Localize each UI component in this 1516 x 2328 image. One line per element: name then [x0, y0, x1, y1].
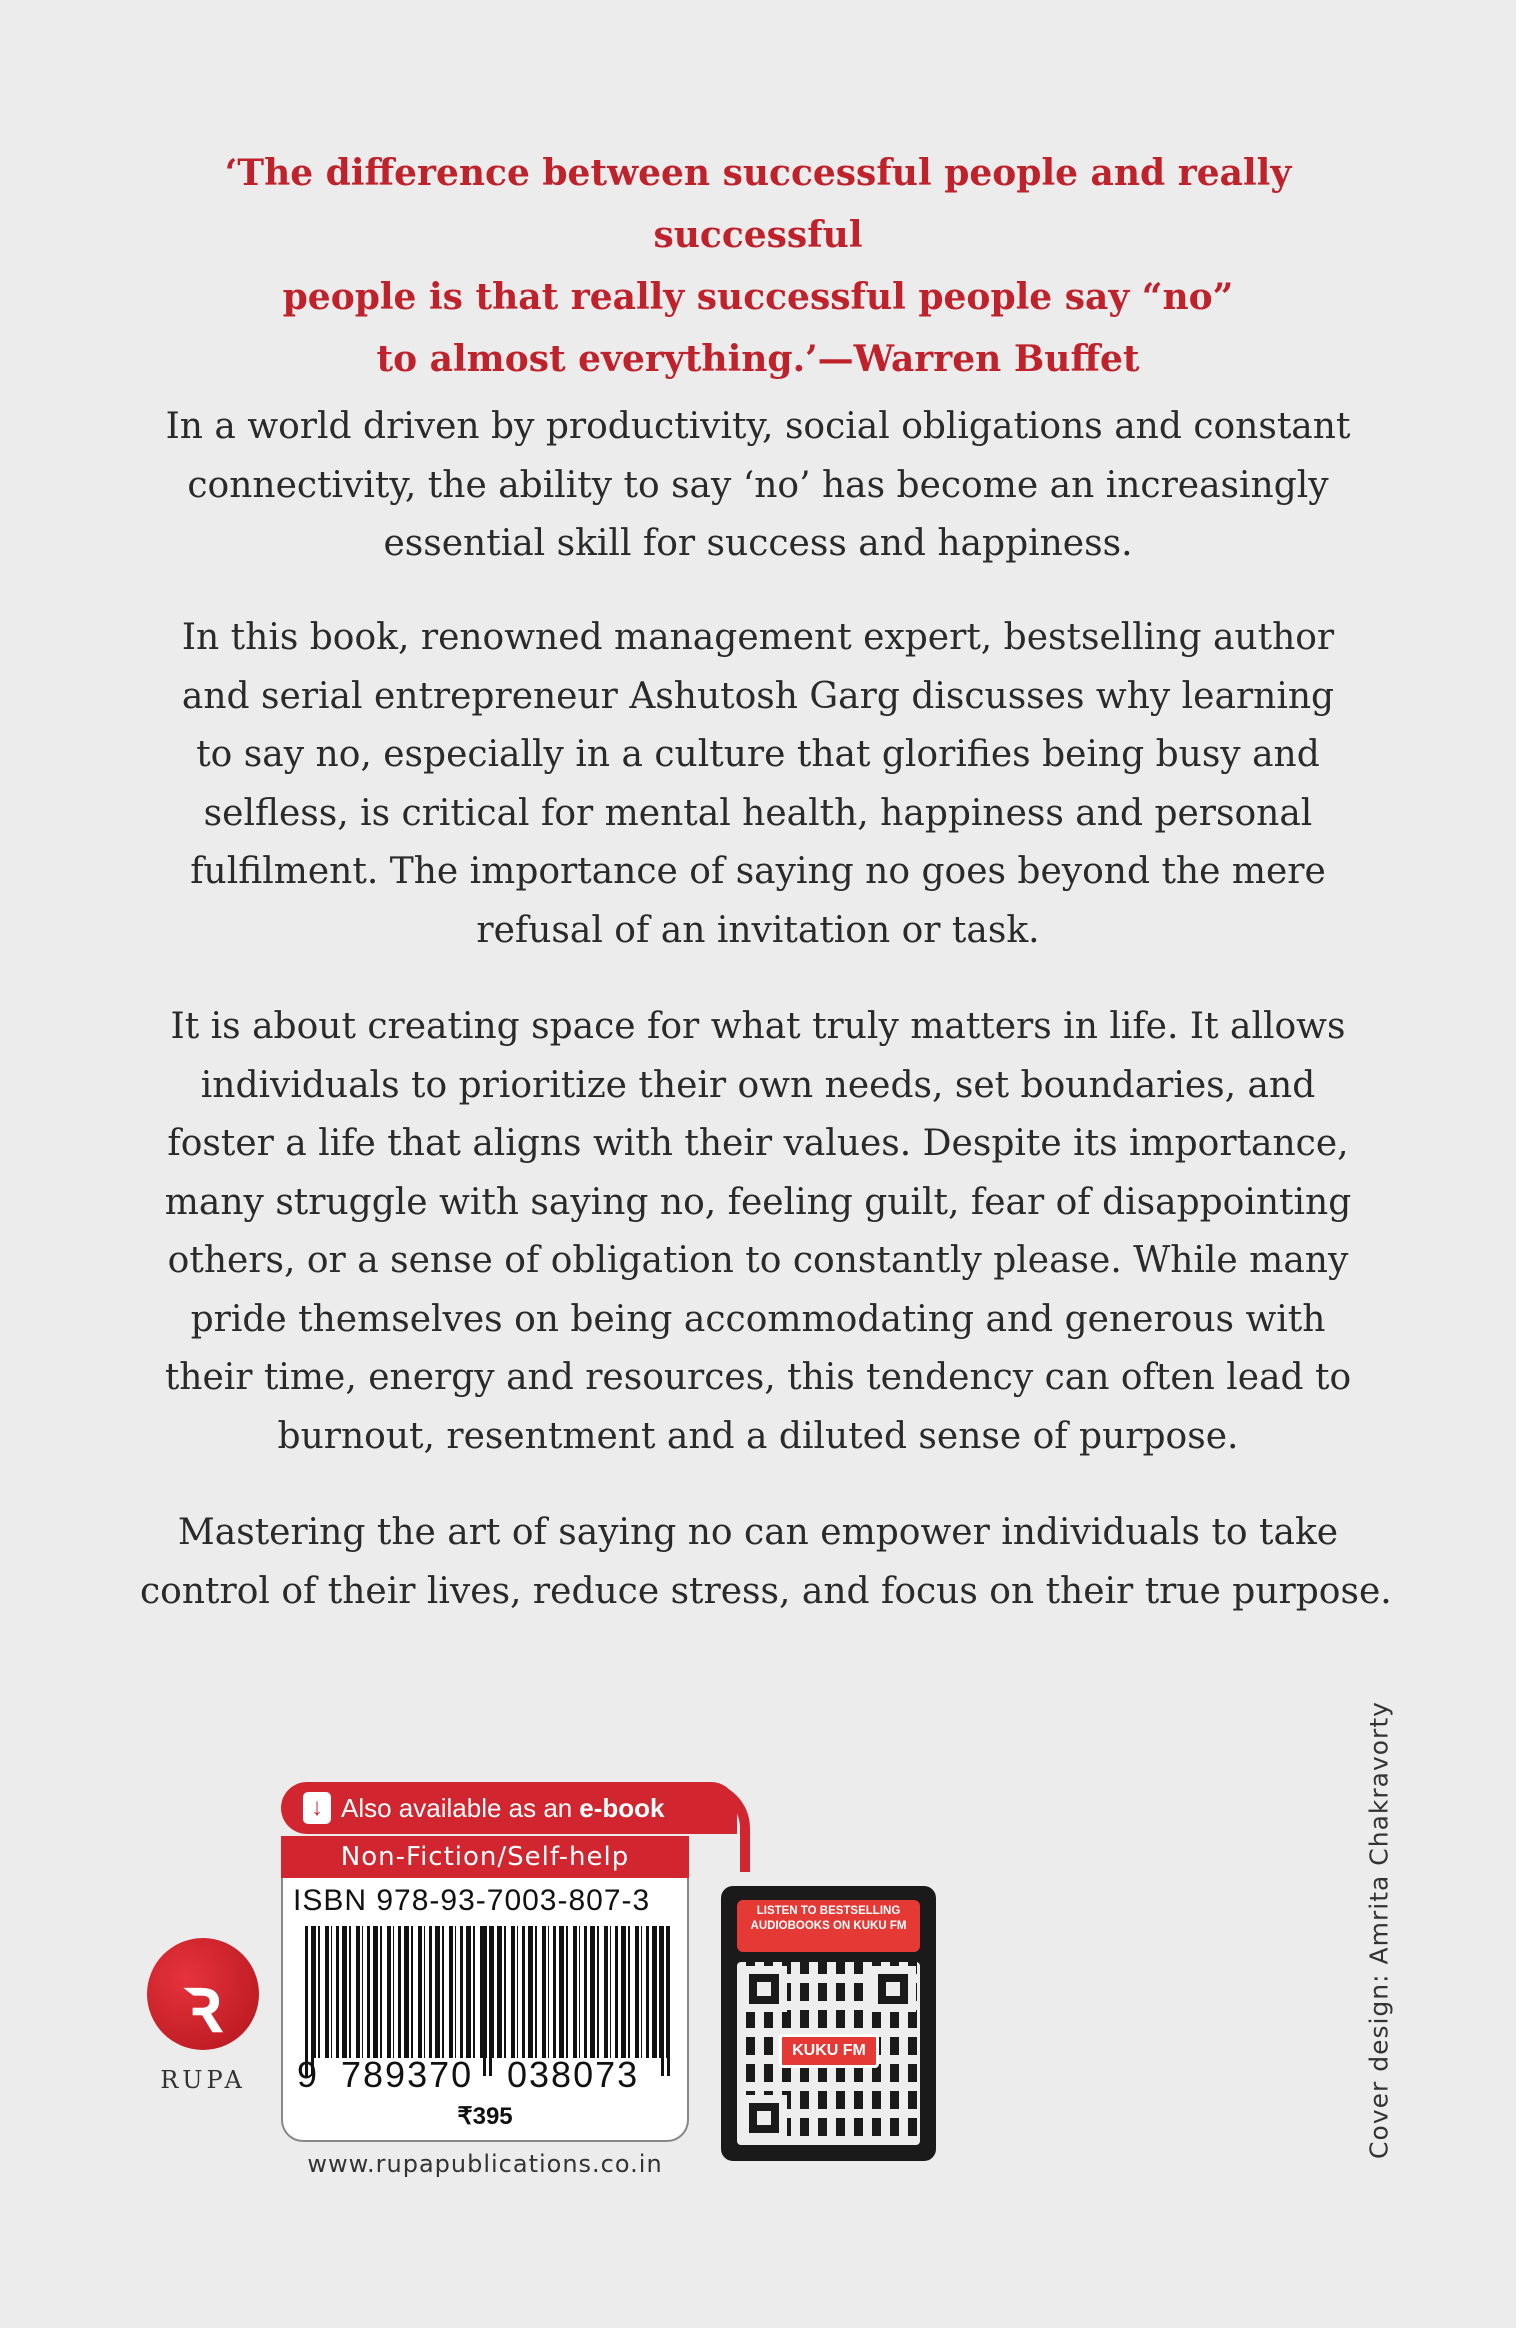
ean-first-digit: 9	[297, 2054, 318, 2095]
ebook-availability-tab	[281, 1782, 737, 1834]
barcode-icon	[305, 1926, 667, 2058]
back-cover-quote	[120, 142, 1396, 390]
rupa-logo-icon: ꝛ	[147, 1938, 259, 2050]
barcode-guard-center	[483, 1926, 486, 2076]
blurb-line: others, or a sense of obligation to constantly please. While many	[167, 1240, 1349, 1281]
quote-line: to almost everything.’—Warren Buffet	[376, 338, 1140, 380]
barcode-guard-right	[661, 1926, 664, 2076]
kuku-fm-badge: KUKU FM	[779, 2034, 879, 2068]
ean-left-digits: 789370	[341, 2054, 474, 2095]
publisher-logo	[144, 1938, 262, 2094]
kuku-fm-header: LISTEN TO BESTSELLING AUDIOBOOKS ON KUKU FM	[737, 1900, 920, 1952]
blurb-line: to say no, especially in a culture that glorifies being busy and	[196, 734, 1320, 775]
blurb-line: In this book, renowned management expert, bestselling author	[181, 617, 1335, 658]
quote-line: ‘The difference between successful people and really successful	[224, 152, 1292, 256]
price-label: ₹395	[457, 2103, 513, 2130]
ean-right-digits: 038073	[507, 2054, 640, 2095]
publisher-name: RUPA	[160, 2066, 246, 2094]
blurb-line: individuals to prioritize their own needs, set boundaries, and	[200, 1064, 1316, 1106]
blurb-line: and serial entrepreneur Ashutosh Garg discusses why learning	[181, 675, 1335, 717]
blurb-line: their time, energy and resources, this tendency can often lead to	[164, 1357, 1352, 1398]
blurb-line: foster a life that aligns with their values. Despite its importance,	[167, 1123, 1349, 1164]
cover-design-credit	[1355, 1680, 1403, 2180]
barcode-guard-center	[489, 1926, 492, 2076]
blurb-line: many struggle with saying no, feeling guilt, fear of disappointing	[164, 1181, 1352, 1223]
blurb-line: It is about creating space for what truly matters in life. It allows	[170, 1006, 1346, 1047]
blurb-line: Mastering the art of saying no can empower individuals to take	[177, 1512, 1339, 1553]
blurb-line: control of their lives, reduce stress, and focus on their true purpose.	[140, 1570, 1392, 1612]
barcode-guard-right	[667, 1926, 670, 2076]
blurb-line: selfless, is critical for mental health, happiness and personal	[203, 792, 1313, 834]
ebook-highlight: e-book	[579, 1792, 665, 1823]
blurb-paragraph-4	[140, 1504, 1392, 1621]
blurb-line: fulfilment. The importance of saying no goes beyond the mere	[190, 851, 1326, 892]
download-icon: ↓	[303, 1792, 331, 1824]
barcode-panel	[281, 1878, 689, 2142]
blurb-paragraph-3	[140, 998, 1376, 1466]
credit-text: Cover design: Amrita Chakravorty	[1364, 1701, 1394, 2159]
blurb-line: In a world driven by productivity, social obligations and constant	[165, 406, 1351, 447]
genre-label: Non-Fiction/Self-help	[281, 1836, 689, 1878]
blurb-paragraph-1	[140, 398, 1376, 574]
quote-line: people is that really successful people say “no”	[282, 276, 1234, 318]
blurb-paragraph-2	[140, 609, 1376, 960]
blurb-line: connectivity, the ability to say ‘no’ has become an increasingly	[187, 464, 1329, 506]
qr-finder	[741, 1966, 787, 2012]
publisher-website: www.rupapublications.co.in	[307, 2150, 663, 2178]
blurb-line: burnout, resentment and a diluted sense of purpose.	[277, 1415, 1239, 1457]
qr-finder	[741, 2095, 787, 2141]
kuku-fm-qr-card	[721, 1886, 936, 2161]
qr-finder	[870, 1966, 916, 2012]
isbn-text: ISBN 978-93-7003-807-3	[293, 1884, 651, 1917]
blurb-line: essential skill for success and happiness.	[383, 523, 1133, 564]
blurb-line: pride themselves on being accommodating and generous with	[190, 1298, 1326, 1340]
ebook-prefix: Also available as an	[341, 1792, 573, 1823]
blurb-line: refusal of an invitation or task.	[476, 909, 1040, 951]
